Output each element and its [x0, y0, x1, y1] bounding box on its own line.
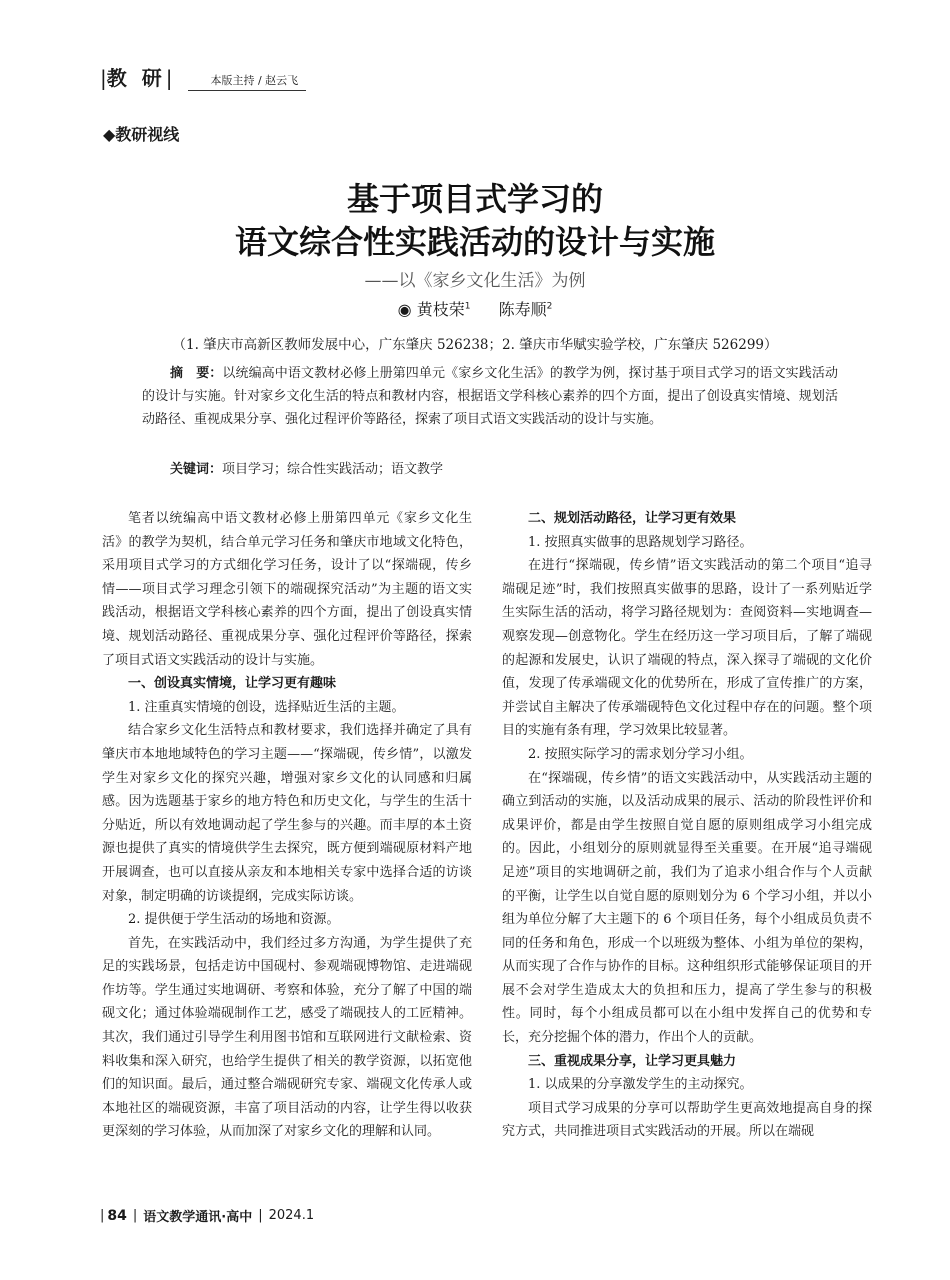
page-header: [100, 62, 306, 91]
article-subtitle: ——以《家乡文化生活》为例: [364, 271, 586, 291]
abstract-label: 摘 要：: [170, 366, 223, 381]
body-paragraph: 在进行“探端砚，传乡情”语文实践活动的第二个项目“追寻端砚足迹”时，我们按照真实做事的思路，设计了一系列贴近学生实际生活的活动，将学习路径规划为：查阅资料—实地调查—观察发现—创意物化。学生在经历这一学习项目后，了解了端砚的起源和发展史，认识了端砚的特点，深入探寻了端砚的文化价值，发现了传承端砚文化的优势所在，形成了宣传推广的方案，并尝试自主解决了传承端砚特色文化过程中存在的问题。整个项目的实施有条有理，学习效果比较显著。: [502, 558, 872, 739]
author-name: 黄枝荣: [416, 300, 465, 319]
author-affil-ref: 1: [464, 301, 471, 312]
body-paragraph: 笔者以统编高中语文教材必修上册第四单元《家乡文化生活》的教学为契机，结合单元学习任务和肇庆市地域文化特色，采用项目式学习的方式细化学习任务，设计了以“探端砚，传乡情——项目式学习理念引领下的端砚探究活动”为主题的语文实践活动，根据语文学科核心素养的四个方面，提出了创设真实情境、规划活动路径、重视成果分享、强化过程评价等路径，探索了项目式语文实践活动的设计与实施。: [102, 511, 472, 668]
section-tag: |教 研|: [100, 66, 173, 90]
author-affiliations: （1. 肇庆市高新区教师发展中心，广东肇庆 526238；2. 肇庆市华赋实验学校，广东肇庆 526299）: [172, 337, 778, 353]
abstract-text: 以统编高中语文教材必修上册第四单元《家乡文化生活》的教学为例，探讨基于项目式学习的语文实践活动的设计与实施。针对家乡文化生活的特点和教材内容，根据语文学科核心素养的四个方面，提出了创设真实情境、规划活动路径、重视成果分享、强化过程评价等路径，探索了项目式语文实践活动的设计与实施。: [142, 366, 838, 427]
author-affil-ref: 2: [546, 301, 553, 312]
keywords-text: 项目学习；综合性实践活动；语文教学: [222, 462, 444, 477]
article-title-line-1: 基于项目式学习的: [346, 180, 603, 218]
body-column-right: [502, 507, 872, 1144]
column-label: ◆教研视线: [103, 125, 180, 144]
abstract: [142, 362, 838, 431]
body-paragraph: 结合家乡文化生活特点和教材要求，我们选择并确定了具有肇庆市本地地域特色的学习主题——“探端砚，传乡情”，以激发学生对家乡文化的探究兴趣，增强对家乡文化的认同感和归属感。因为选题基于家乡的地方特色和历史文化，与学生的生活十分贴近，所以有效地调动起了学生参与的兴趣。而丰厚的本土资源也提供了真实的情境供学生去探究，既方便到端砚原材料产地开展调查，也可以直接从亲友和本地相关专家中选择合适的访谈对象，制定明确的访谈提纲，完成实际访谈。: [102, 723, 472, 904]
keywords: [142, 458, 838, 481]
author-mark-icon: ◉: [397, 300, 412, 319]
subsection-heading: 1. 注重真实情境的创设，选择贴近生活的主题。: [128, 699, 405, 715]
editor-credit: 本版主持 / 赵云飞: [188, 72, 306, 91]
subsection-heading: 2. 按照实际学习的需求划分学习小组。: [528, 746, 753, 762]
page-footer: | 84 | 语文教学通讯·高中 | 2024.1: [100, 1207, 315, 1225]
issue-date: 2024.1: [268, 1208, 315, 1223]
author-line: [0, 297, 950, 320]
subsection-heading: 1. 按照真实做事的思路规划学习路径。: [528, 534, 753, 550]
section-heading: 二、规划活动路径，让学习更有效果: [528, 511, 737, 526]
body-paragraph: 首先，在实践活动中，我们经过多方沟通，为学生提供了充足的实践场景，包括走访中国砚村、参观端砚博物馆、走进端砚作坊等。学生通过实地调研、考察和体验，充分了解了中国的端砚文化；通过体验端砚制作工艺，感受了端砚技人的工匠精神。其次，我们通过引导学生利用图书馆和互联网进行文献检索、资料收集和深入研究，也给学生提供了相关的教学资源，以拓宽他们的知识面。最后，通过整合端砚研究专家、端砚文化传承人或本地社区的端砚资源，丰富了项目活动的内容，让学生得以收获更深刻的学习体验，从而加深了对家乡文化的理解和认同。: [102, 935, 472, 1140]
page-number: 84: [107, 1207, 127, 1224]
body-column-left: [102, 507, 472, 1144]
body-paragraph: 项目式学习成果的分享可以帮助学生更高效地提高自身的探究方式，共同推进项目式实践活动的开展。所以在端砚: [502, 1100, 872, 1140]
section-name: 教 研: [106, 66, 166, 90]
magazine-name: 语文教学通讯·高中: [143, 1210, 253, 1225]
author-name: 陈寿顺: [498, 300, 547, 319]
subsection-heading: 1. 以成果的分享激发学生的主动探究。: [528, 1077, 753, 1093]
keywords-label: 关键词：: [170, 462, 223, 477]
article-title-line-2: 语文综合性实践活动的设计与实施: [234, 223, 715, 261]
section-heading: 三、重视成果分享，让学习更具魅力: [528, 1053, 737, 1069]
body-paragraph: 在“探端砚，传乡情”的语文实践活动中，从实践活动主题的确立到活动的实施，以及活动成果的展示、活动的阶段性评价和成果评价，都是由学生按照自觉自愿的原则组成学习小组完成的。因此，小组划分的原则就显得至关重要。在开展“追寻端砚足迹”项目的实地调研之前，我们为了追求小组合作与个人贡献的平衡，让学生以自觉自愿的原则划分为 6 个学习小组，并以小组为单位分解了大主题下的 6 个项目任务，每个小组成员负责不同的任务和角色，形成一个以班级为整体、小组为单位的架构，从而实现了合作与协作的目标。这种组织形式能够保证项目的开展不会对学生造成太大的负担和压力，提高了学生参与的积极性。同时，每个小组成员都可以在小组中发挥自己的优势和专长，充分挖掘个体的潜力，作出个人的贡献。: [502, 770, 872, 1046]
subsection-heading: 2. 提供便于学生活动的场地和资源。: [128, 912, 340, 928]
section-heading: 一、创设真实情境，让学习更有趣味: [128, 676, 337, 692]
